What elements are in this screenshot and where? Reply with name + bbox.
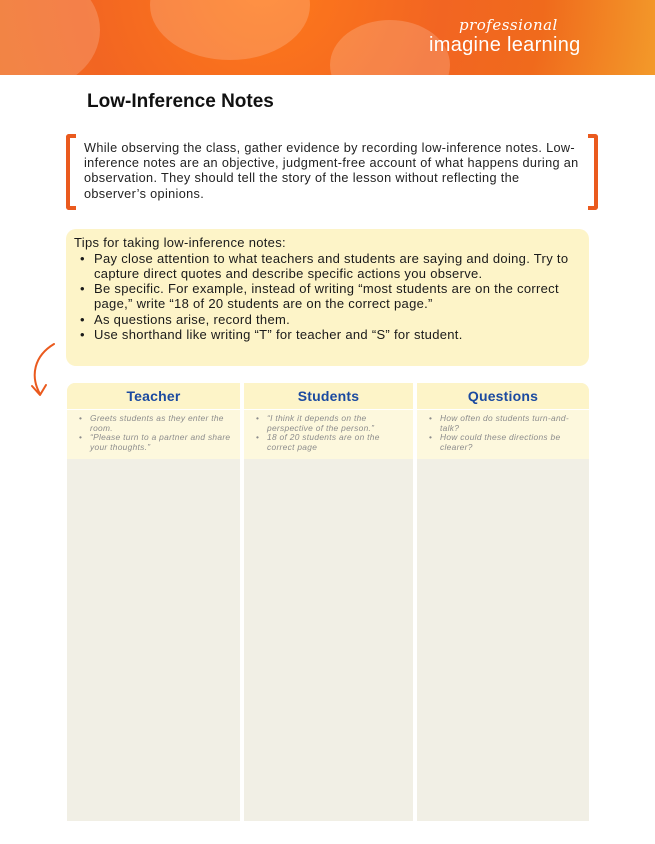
example-note: • “I think it depends on the perspective of the person.” — [267, 414, 407, 433]
logo-imagine-learning: imagine learning — [429, 34, 581, 56]
page-title: Low-Inference Notes — [87, 91, 274, 112]
imagine-learning-logo — [429, 14, 599, 64]
tip-item: • Use shorthand like writing “T” for teacher and “S” for student. — [94, 327, 579, 342]
example-note: • How could these directions be clearer? — [440, 433, 583, 452]
banner-decoration — [150, 0, 310, 60]
example-notes — [417, 409, 589, 459]
example-note: • “Please turn to a partner and share your thoughts.” — [90, 433, 234, 452]
column-header-teacher: Teacher — [67, 383, 240, 409]
intro-box — [70, 134, 594, 210]
example-note: • Greets students as they enter the room. — [90, 414, 234, 433]
right-bracket — [588, 134, 598, 210]
curved-arrow-icon — [28, 340, 64, 398]
header-banner — [0, 0, 655, 75]
logo-professional: professional — [459, 16, 558, 34]
tips-box — [66, 229, 589, 366]
example-notes — [67, 409, 240, 459]
tip-item: • Pay close attention to what teachers and students are saying and doing. Try to capture direct quotes and describe specific actions you observe. — [94, 251, 579, 282]
column-header-questions: Questions — [417, 383, 589, 409]
banner-decoration — [0, 0, 100, 75]
example-notes — [244, 409, 413, 459]
tip-item: • As questions arise, record them. — [94, 312, 579, 327]
example-note: • How often do students turn-and-talk? — [440, 414, 583, 433]
questions-column[interactable] — [417, 383, 589, 821]
tips-heading: Tips for taking low-inference notes: — [74, 235, 286, 250]
students-column[interactable] — [244, 383, 413, 821]
left-bracket — [66, 134, 76, 210]
column-header-students: Students — [244, 383, 413, 409]
example-note: • 18 of 20 students are on the correct page — [267, 433, 407, 452]
tip-item: • Be specific. For example, instead of writing “most students are on the correct page,” write “18 of 20 students are on the correct page.” — [94, 281, 579, 312]
tips-list — [74, 251, 579, 343]
intro-text: While observing the class, gather evidence by recording low-inference notes. Low-inference notes are an objective, judgment-free account of what happens during an observation. They should tell the story of the lesson without reflecting the observer’s opinions. — [84, 141, 579, 201]
teacher-column[interactable] — [67, 383, 240, 821]
